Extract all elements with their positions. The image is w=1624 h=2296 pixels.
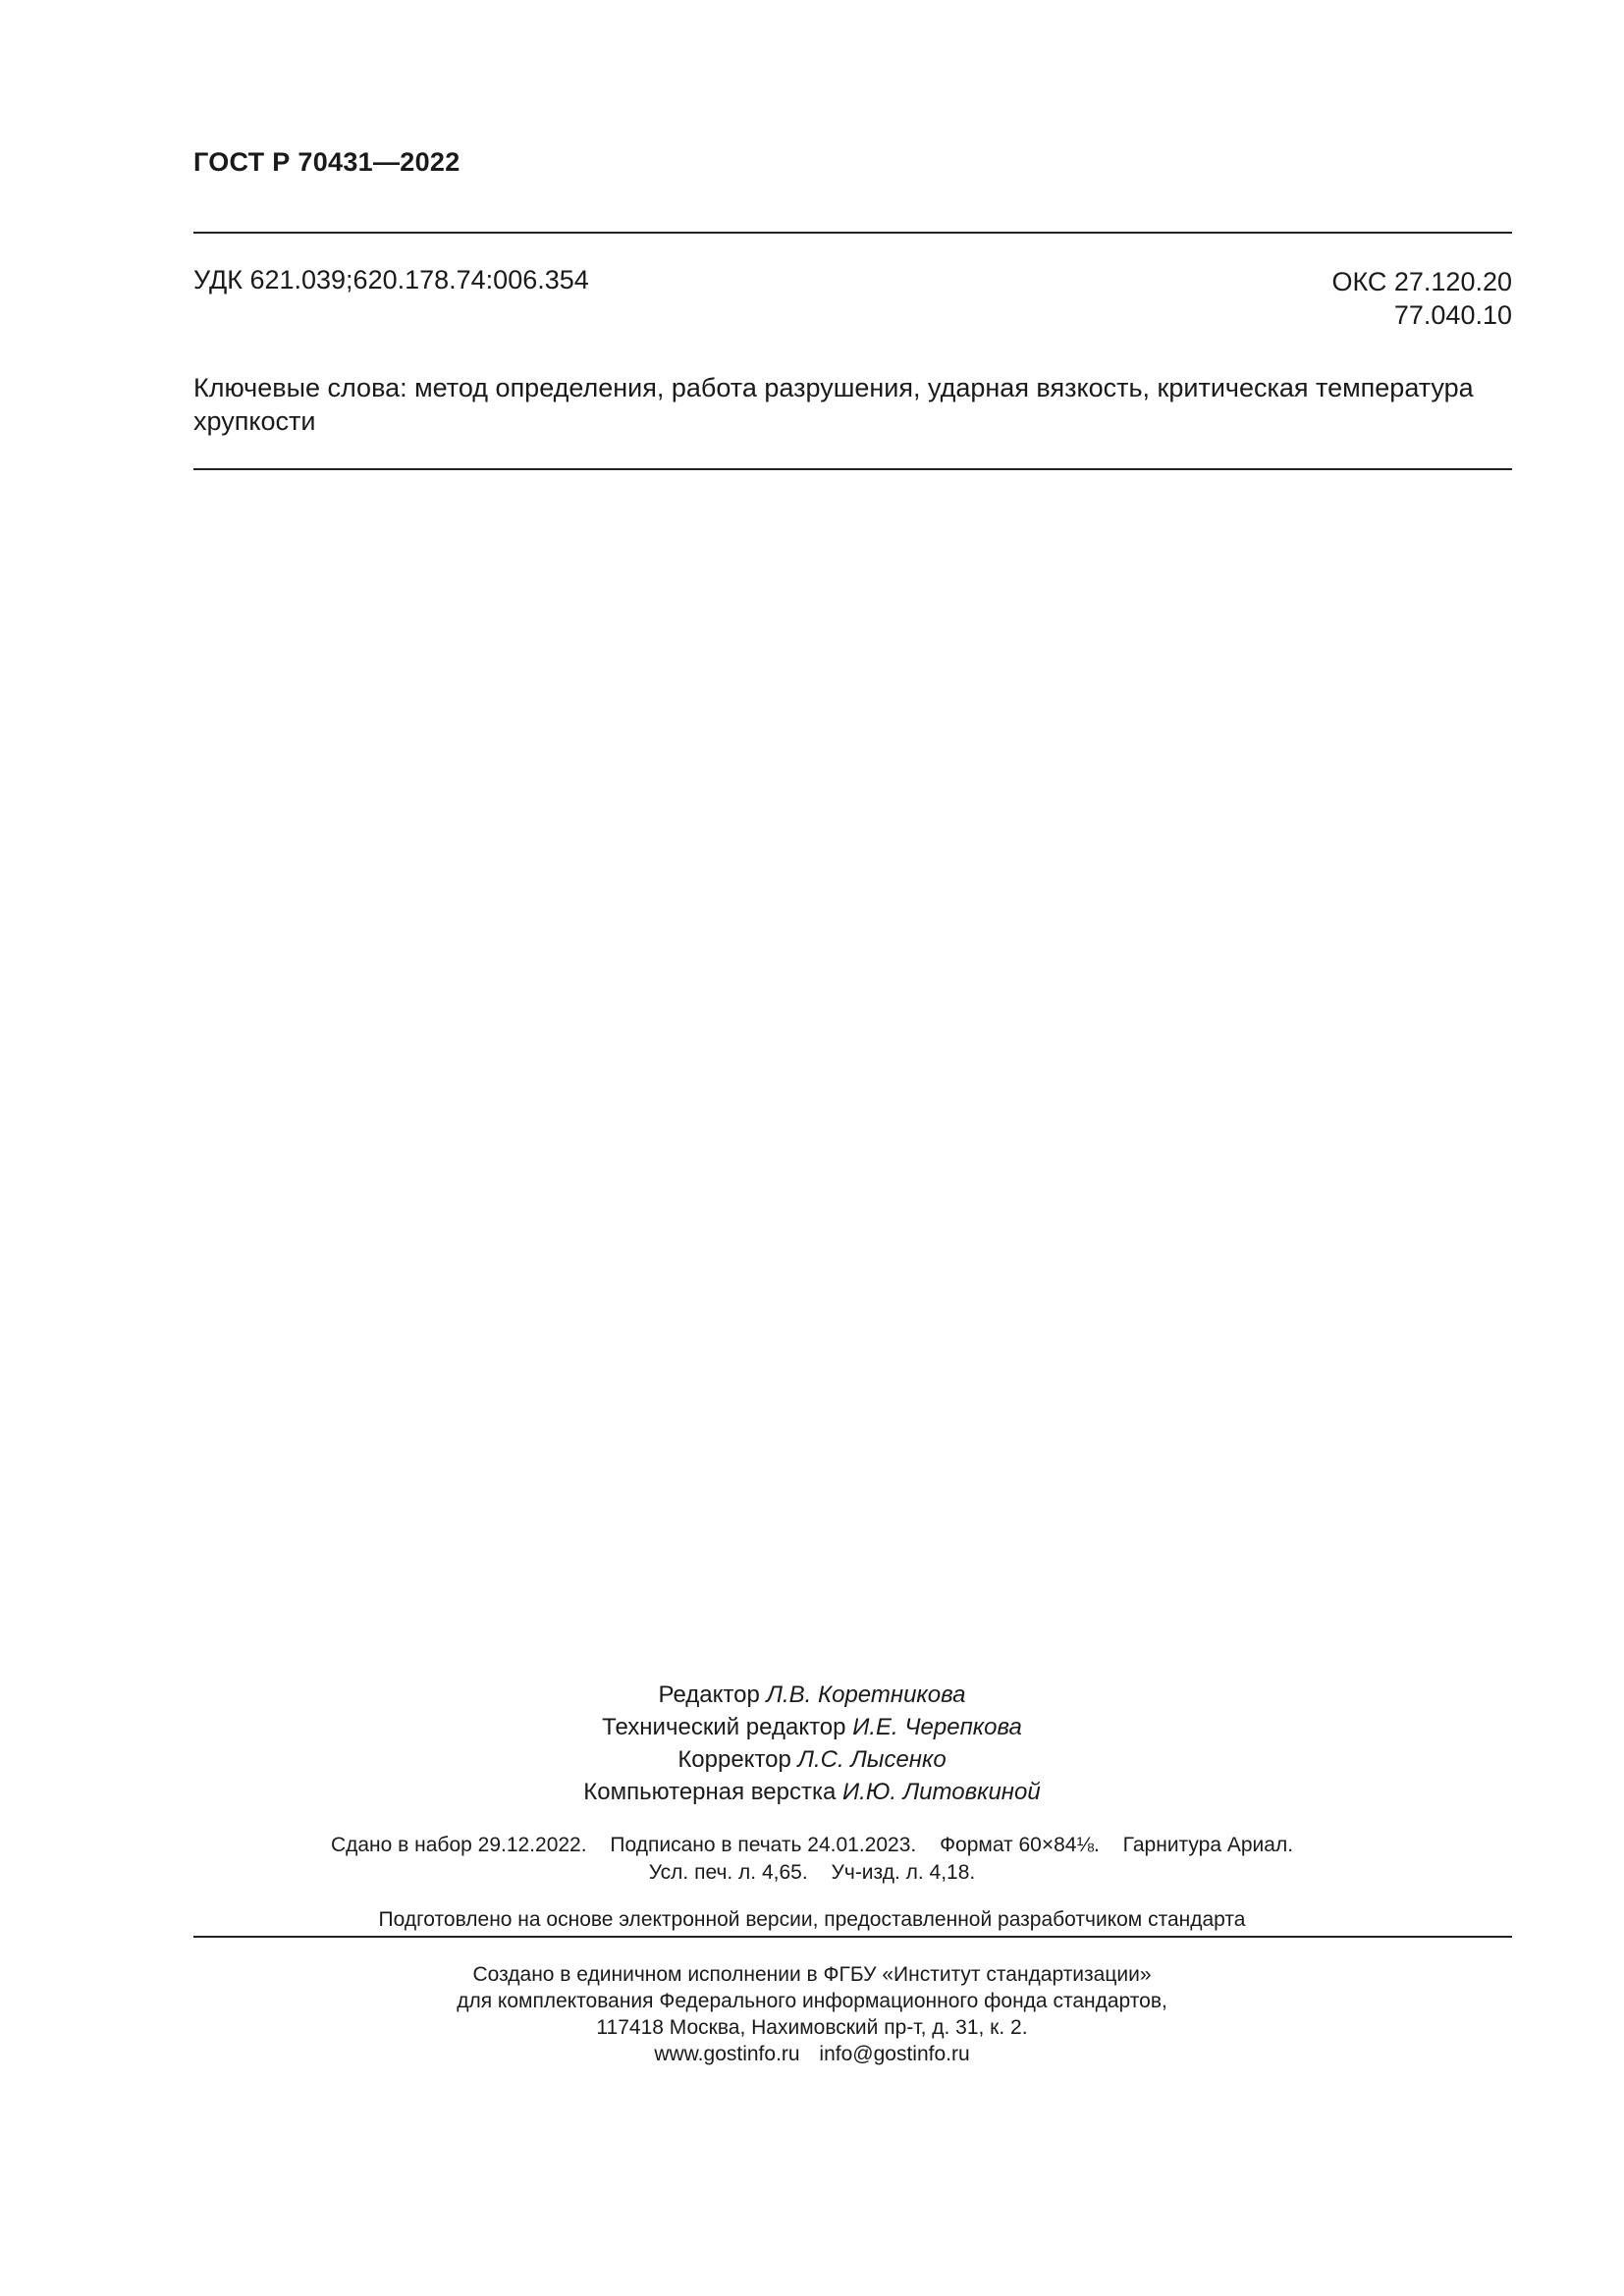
- top-divider: [193, 232, 1512, 234]
- staff-layout: [0, 1776, 1624, 1808]
- imprint-line-1: [0, 1832, 1624, 1859]
- prepared-note: Подготовлено на основе электронной версии, предоставленной разработчиком стандарта: [378, 1908, 1246, 1931]
- imprint-signed: Подписано в печать 24.01.2023.: [610, 1834, 917, 1856]
- editorial-staff: [0, 1679, 1624, 1808]
- staff-name: Л.С. Лысенко: [797, 1746, 947, 1773]
- keywords-divider: [193, 468, 1512, 470]
- oks-code-line-2: 77.040.10: [1393, 300, 1512, 330]
- staff-name: Л.В. Коретникова: [766, 1682, 966, 1708]
- staff-name: И.Ю. Литовкиной: [842, 1779, 1041, 1805]
- imprint-submitted: Сдано в набор 29.12.2022.: [330, 1834, 587, 1856]
- staff-role: Технический редактор: [602, 1714, 846, 1740]
- staff-role: Компьютерная верстка: [583, 1779, 837, 1805]
- staff-role: Редактор: [658, 1682, 760, 1708]
- udk-code: УДК 621.039;620.178.74:006.354: [193, 265, 589, 294]
- print-imprint: [0, 1832, 1624, 1887]
- staff-name: И.Е. Черепкова: [852, 1714, 1022, 1740]
- imprint-typeface: Гарнитура Ариал.: [1122, 1834, 1294, 1856]
- publisher-info: [0, 1961, 1624, 2067]
- keywords-paragraph: Ключевые слова: метод определения, работа разрушения, ударная вязкость, критическая температура хрупкости: [193, 373, 1474, 436]
- staff-editor: [0, 1679, 1624, 1711]
- publisher-email-link[interactable]: info@gostinfo.ru: [819, 2043, 970, 2065]
- staff-role: Корректор: [677, 1746, 791, 1773]
- imprint-publisher-sheets: Уч-изд. л. 4,18.: [831, 1861, 976, 1884]
- publisher-website-link[interactable]: www.gostinfo.ru: [654, 2043, 800, 2065]
- imprint-format: Формат 60×84⅛.: [940, 1834, 1100, 1856]
- bottom-divider: [193, 1936, 1512, 1938]
- publisher-contacts: [0, 2041, 1624, 2067]
- staff-technical-editor: [0, 1711, 1624, 1743]
- imprint-print-sheets: Усл. печ. л. 4,65.: [648, 1861, 808, 1884]
- publisher-address: 117418 Москва, Нахимовский пр-т, д. 31, к. 2.: [596, 2016, 1028, 2039]
- imprint-line-2: [0, 1859, 1624, 1887]
- document-code: ГОСТ Р 70431—2022: [193, 147, 460, 177]
- staff-proofreader: [0, 1743, 1624, 1776]
- publisher-line-1: Создано в единичном исполнении в ФГБУ «Институт стандартизации»: [472, 1963, 1152, 1986]
- oks-code-line-1: ОКС 27.120.20: [1331, 267, 1512, 296]
- oks-codes: [1331, 265, 1512, 332]
- publisher-line-2: для комплектования Федерального информационного фонда стандартов,: [457, 1990, 1167, 2012]
